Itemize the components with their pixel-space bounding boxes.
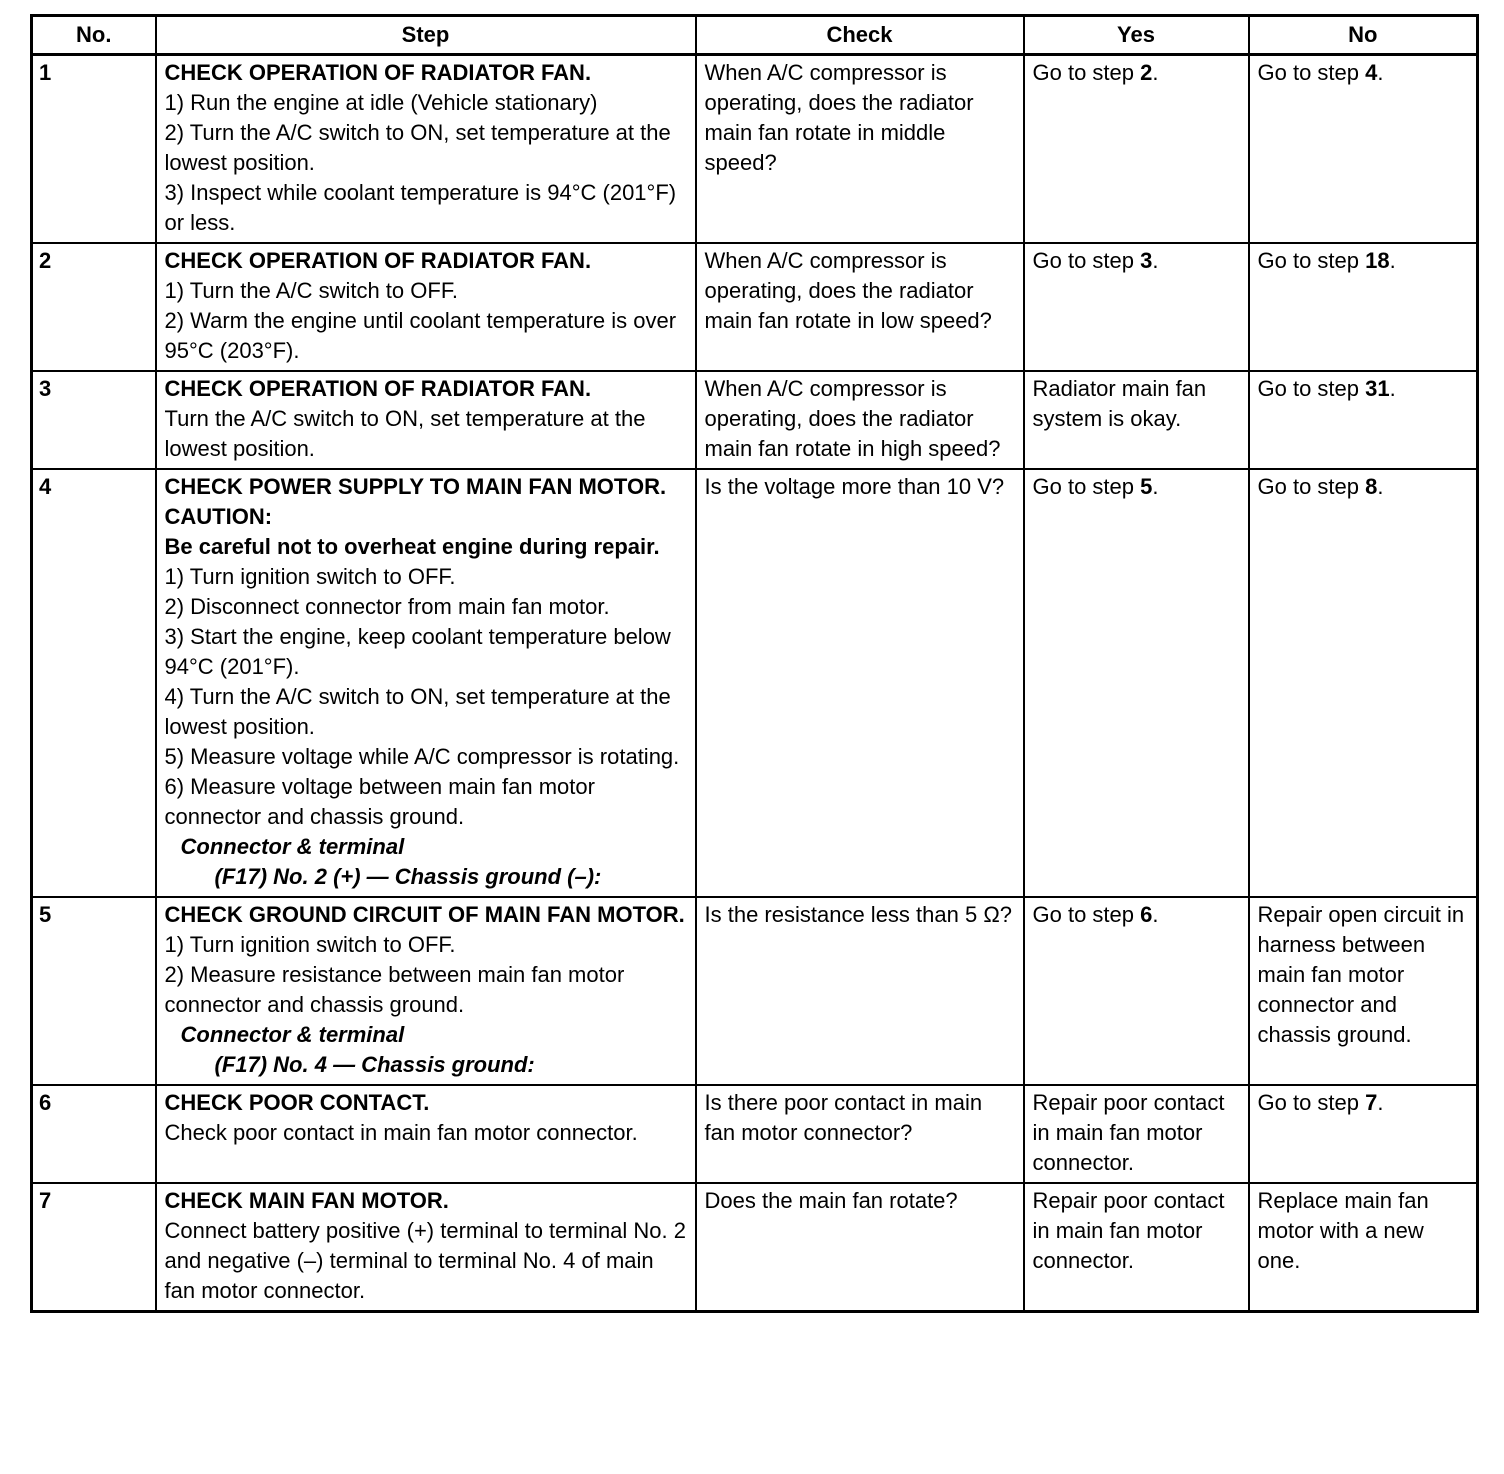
step-cell: [156, 897, 696, 1085]
yes-suffix: .: [1152, 902, 1159, 927]
table-row: [32, 243, 1478, 371]
no-step-ref: 4: [1365, 60, 1378, 85]
yes-cell: [1024, 897, 1249, 1085]
yes-cell: [1024, 469, 1249, 897]
step-line: 5) Measure voltage while A/C compressor is rotating.: [164, 744, 680, 769]
step-cell: [156, 1085, 696, 1183]
yes-cell: [1024, 1085, 1249, 1183]
step-title: CHECK OPERATION OF RADIATOR FAN.: [164, 60, 592, 85]
no-text: Replace main fan motor with a new one.: [1257, 1188, 1429, 1273]
table-row: [32, 897, 1478, 1085]
step-title: CHECK MAIN FAN MOTOR.: [164, 1188, 449, 1213]
no-text: Go to step: [1257, 474, 1366, 499]
no-step-ref: 18: [1365, 248, 1390, 273]
step-line: 2) Measure resistance between main fan motor connector and chassis ground.: [164, 962, 625, 1017]
yes-suffix: .: [1152, 248, 1159, 273]
no-text: Repair open circuit in harness between main fan motor connector and chassis ground.: [1257, 902, 1465, 1047]
no-cell: [1249, 243, 1478, 371]
header-no: No.: [32, 16, 156, 55]
step-line: 2) Warm the engine until coolant temperature is over 95°C (203°F).: [164, 308, 677, 363]
no-text: Go to step: [1257, 60, 1366, 85]
check-cell: Does the main fan rotate?: [696, 1183, 1024, 1312]
step-cell: [156, 1183, 696, 1312]
step-title: CHECK POOR CONTACT.: [164, 1090, 430, 1115]
header-no-result: No: [1249, 16, 1478, 55]
no-step-ref: 8: [1365, 474, 1378, 499]
yes-step-ref: 6: [1140, 902, 1153, 927]
step-cell: [156, 243, 696, 371]
caution-label: CAUTION:: [164, 504, 273, 529]
step-line: Connect battery positive (+) terminal to terminal No. 2 and negative (–) terminal to terminal No. 4 of main fan motor connector.: [164, 1218, 687, 1303]
step-line: 2) Turn the A/C switch to ON, set temperature at the lowest position.: [164, 120, 671, 175]
table-row: [32, 55, 1478, 244]
yes-text: Go to step: [1032, 248, 1141, 273]
check-cell: Is the resistance less than 5 Ω?: [696, 897, 1024, 1085]
yes-step-ref: 2: [1140, 60, 1153, 85]
no-suffix: .: [1389, 248, 1396, 273]
step-line: 3) Start the engine, keep coolant temperature below 94°C (201°F).: [164, 624, 671, 679]
no-suffix: .: [1377, 60, 1384, 85]
step-line: 1) Turn ignition switch to OFF.: [164, 932, 456, 957]
step-line: 2) Disconnect connector from main fan motor.: [164, 594, 610, 619]
header-row: [32, 16, 1478, 55]
header-step: Step: [156, 16, 696, 55]
step-number: 2: [32, 243, 156, 371]
no-text: Go to step: [1257, 376, 1366, 401]
step-title: CHECK OPERATION OF RADIATOR FAN.: [164, 248, 592, 273]
no-cell: [1249, 897, 1478, 1085]
step-title: CHECK OPERATION OF RADIATOR FAN.: [164, 376, 592, 401]
step-line: Check poor contact in main fan motor connector.: [164, 1120, 638, 1145]
yes-text: Go to step: [1032, 60, 1141, 85]
step-line: 1) Turn the A/C switch to OFF.: [164, 278, 458, 303]
yes-cell: [1024, 1183, 1249, 1312]
step-number: 7: [32, 1183, 156, 1312]
yes-step-ref: 3: [1140, 248, 1153, 273]
connector-value: (F17) No. 2 (+) — Chassis ground (–):: [214, 864, 602, 889]
yes-text: Repair poor contact in main fan motor connector.: [1032, 1188, 1225, 1273]
yes-suffix: .: [1152, 474, 1159, 499]
no-step-ref: 7: [1365, 1090, 1378, 1115]
yes-text: Go to step: [1032, 474, 1141, 499]
yes-cell: [1024, 371, 1249, 469]
step-line: 4) Turn the A/C switch to ON, set temperature at the lowest position.: [164, 684, 671, 739]
step-cell: [156, 371, 696, 469]
caution-text: Be careful not to overheat engine during repair.: [164, 534, 660, 559]
step-number: 5: [32, 897, 156, 1085]
check-cell: Is the voltage more than 10 V?: [696, 469, 1024, 897]
connector-value: (F17) No. 4 — Chassis ground:: [214, 1052, 535, 1077]
step-cell: [156, 55, 696, 244]
yes-cell: [1024, 243, 1249, 371]
yes-text: Repair poor contact in main fan motor connector.: [1032, 1090, 1225, 1175]
connector-label: Connector & terminal: [180, 834, 405, 859]
table-row: [32, 469, 1478, 897]
step-line: 3) Inspect while coolant temperature is 94°C (201°F) or less.: [164, 180, 677, 235]
step-title: CHECK GROUND CIRCUIT OF MAIN FAN MOTOR.: [164, 902, 685, 927]
no-text: Go to step: [1257, 248, 1366, 273]
no-cell: [1249, 469, 1478, 897]
connector-label: Connector & terminal: [180, 1022, 405, 1047]
no-suffix: .: [1377, 1090, 1384, 1115]
check-cell: When A/C compressor is operating, does the radiator main fan rotate in low speed?: [696, 243, 1024, 371]
step-number: 1: [32, 55, 156, 244]
table-row: [32, 1085, 1478, 1183]
no-suffix: .: [1389, 376, 1396, 401]
diagnostic-table: [30, 14, 1479, 1313]
no-text: Go to step: [1257, 1090, 1366, 1115]
step-number: 4: [32, 469, 156, 897]
step-line: 1) Turn ignition switch to OFF.: [164, 564, 456, 589]
no-cell: [1249, 55, 1478, 244]
no-cell: [1249, 371, 1478, 469]
step-line: 6) Measure voltage between main fan motor connector and chassis ground.: [164, 774, 595, 829]
yes-cell: [1024, 55, 1249, 244]
header-yes: Yes: [1024, 16, 1249, 55]
yes-suffix: .: [1152, 60, 1159, 85]
table-row: [32, 371, 1478, 469]
step-line: 1) Run the engine at idle (Vehicle stationary): [164, 90, 598, 115]
check-cell: Is there poor contact in main fan motor connector?: [696, 1085, 1024, 1183]
no-cell: [1249, 1085, 1478, 1183]
step-number: 3: [32, 371, 156, 469]
yes-text: Go to step: [1032, 902, 1141, 927]
no-step-ref: 31: [1365, 376, 1390, 401]
yes-text: Radiator main fan system is okay.: [1032, 376, 1207, 431]
no-cell: [1249, 1183, 1478, 1312]
step-number: 6: [32, 1085, 156, 1183]
no-suffix: .: [1377, 474, 1384, 499]
step-title: CHECK POWER SUPPLY TO MAIN FAN MOTOR.: [164, 474, 667, 499]
table-row: [32, 1183, 1478, 1312]
check-cell: When A/C compressor is operating, does the radiator main fan rotate in high speed?: [696, 371, 1024, 469]
yes-step-ref: 5: [1140, 474, 1153, 499]
step-cell: [156, 469, 696, 897]
step-line: Turn the A/C switch to ON, set temperature at the lowest position.: [164, 406, 646, 461]
header-check: Check: [696, 16, 1024, 55]
check-cell: When A/C compressor is operating, does the radiator main fan rotate in middle speed?: [696, 55, 1024, 244]
